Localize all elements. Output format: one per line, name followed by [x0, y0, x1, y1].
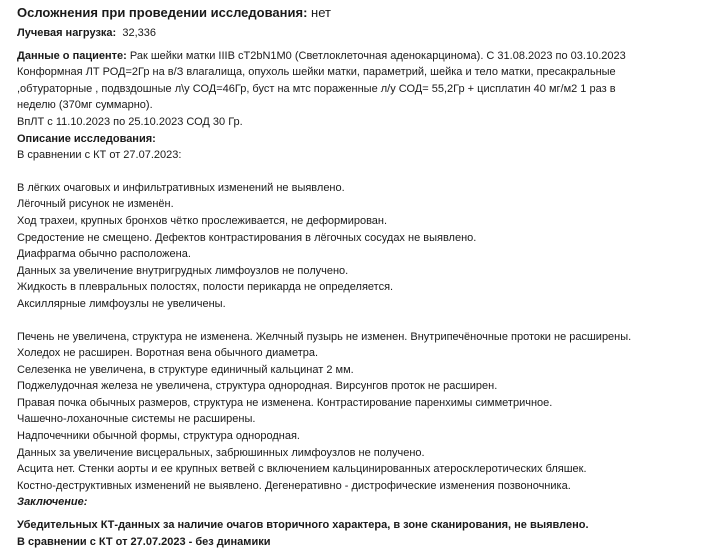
patient-line: неделю (370мг суммарно).	[17, 99, 153, 112]
finding-line: Костно-деструктивных изменений не выявлено. Дегенеративно - дистрофические изменения позвоночника.	[17, 479, 571, 492]
comparison-text: В сравнении с КТ от 27.07.2023:	[17, 149, 182, 162]
finding-line: Лёгочный рисунок не изменён.	[17, 198, 174, 211]
finding-line: Правая почка обычных размеров, структура не изменена. Контрастирование паренхимы симметричное.	[17, 396, 553, 409]
finding-line: Печень не увеличена, структура не изменена. Желчный пузырь не изменен. Внутрипечёночные протоки не расширены.	[17, 330, 632, 343]
conclusion-line: В сравнении с КТ от 27.07.2023 - без динамики	[17, 535, 271, 548]
patient-line: ВпЛТ с 11.10.2023 по 25.10.2023 СОД 30 Гр.	[17, 115, 243, 128]
finding-line: Чашечно-лоханочные системы не расширены.	[17, 413, 256, 426]
patient-first-line: Рак шейки матки IIIB cT2bN1M0 (Светлоклеточная аденокарцинома). С 31.08.2023 по 03.10.2023	[129, 49, 626, 62]
chest-findings	[17, 180, 717, 313]
radiation-value: 32,336	[122, 27, 156, 39]
finding-line: Поджелудочная железа не увеличена, структура однородная. Вирсунгов проток не расширен.	[17, 380, 498, 393]
finding-line: Средостение не смещено. Дефектов контрастирования в лёгочных сосудах не выявлено.	[17, 231, 477, 244]
finding-line: Селезенка не увеличена, в структуре единичный кальцинат 2 мм.	[17, 363, 354, 376]
conclusion-label: Заключение:	[17, 496, 88, 509]
finding-line: Данных за увеличение висцеральных, забрюшинных лимфоузлов не получено.	[17, 446, 425, 459]
patient-block	[17, 48, 717, 131]
complications-value: нет	[311, 5, 331, 20]
finding-line: Данных за увеличение внутригрудных лимфоузлов не получено.	[17, 264, 349, 277]
description-label: Описание исследования:	[17, 132, 156, 145]
complications-label: Осложнения при проведении исследования:	[17, 5, 308, 20]
finding-line: Аксиллярные лимфоузлы не увеличены.	[17, 297, 226, 310]
finding-line: Диафрагма обычно расположена.	[17, 248, 191, 261]
finding-line: Надпочечники обычной формы, структура однородная.	[17, 430, 300, 443]
finding-line: В лёгких очаговых и инфильтративных изменений не выявлено.	[17, 181, 345, 194]
patient-line: Конформная ЛТ РОД=2Гр на в/З влагалища, опухоль шейки матки, параметрий, шейка и тело матки, пресакральные	[17, 66, 616, 79]
patient-line: ,обтураторные , подвздошные л\у СОД=46Гр, буст на мтс пораженные л/у СОД= 55,2Гр + цисплатин 40 мг/м2 1 раз в	[17, 82, 616, 95]
patient-label: Данные о пациенте:	[17, 49, 127, 62]
complications-row	[17, 4, 717, 22]
finding-line: Асцита нет. Стенки аорты и ее крупных ветвей с включением кальцинированных атеросклеротических бляшек.	[17, 463, 587, 476]
conclusion-line: Убедительных КТ-данных за наличие очагов вторичного характера, в зоне сканирования, не выявлено.	[17, 519, 589, 532]
radiation-label: Лучевая нагрузка:	[17, 27, 117, 39]
radiation-row	[17, 25, 717, 42]
abdomen-findings	[17, 329, 717, 495]
finding-line: Жидкость в плевральных полостях, полости перикарда не определяется.	[17, 281, 394, 294]
finding-line: Холедох не расширен. Воротная вена обычного диаметра.	[17, 347, 319, 360]
finding-line: Ход трахеи, крупных бронхов чётко прослеживается, не деформирован.	[17, 214, 388, 227]
